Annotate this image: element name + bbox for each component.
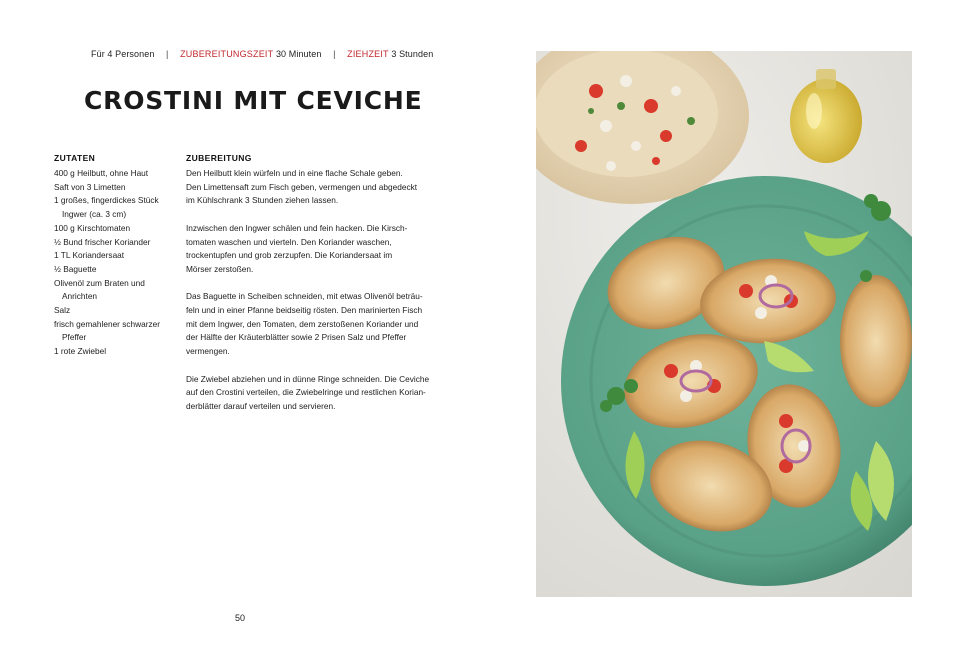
- food-illustration: [536, 51, 912, 597]
- ingredients-list: [54, 167, 172, 359]
- ingredient-item: Olivenöl zum Braten und Anrichten: [54, 277, 145, 302]
- prep-time-value: 30 Minuten: [275, 49, 322, 59]
- ingredient-item: frisch gemahlener schwarzer Pfeffer: [54, 318, 161, 343]
- ingredient-item: ½ Baguette: [54, 263, 97, 274]
- preparation-step: Das Baguette in Scheiben schneiden, mit etwas Olivenöl beträu- feln und in einer Pfanne beidseitig rösten. Den marinierten Fisch mit dem Ingwer, den Tomaten, dem zerstoßenen Koriander und der Hälfte der Kräuterblätter sowie 2 Prisen Salz und Pfeffer vermengen.: [186, 291, 423, 357]
- ingredients-column: [54, 152, 172, 359]
- preparation-heading: ZUBEREITUNG: [186, 153, 252, 163]
- rest-time-value: 3 Stunden: [391, 49, 434, 59]
- ingredient-item: 1 TL Koriandersaat: [54, 250, 125, 261]
- meta-separator: |: [333, 49, 336, 59]
- prep-time-label: ZUBEREITUNGSZEIT: [180, 49, 274, 59]
- recipe-title: CROSTINI MIT CEVICHE: [84, 86, 423, 115]
- ingredient-item: 1 großes, fingerdickes Stück Ingwer (ca. 3 cm): [54, 195, 159, 220]
- ingredient-item: 100 g Kirschtomaten: [54, 222, 131, 233]
- ingredient-item: Salz: [54, 305, 71, 316]
- ingredient-item: Saft von 3 Limetten: [54, 181, 126, 192]
- recipe-photo: [536, 51, 912, 597]
- ingredient-item: 1 rote Zwiebel: [54, 346, 107, 357]
- meta-separator: |: [166, 49, 169, 59]
- preparation-step: Inzwischen den Ingwer schälen und fein hacken. Die Kirsch- tomaten waschen und vierteln. Den Koriander waschen, trockentupfen und grob zerzupfen. Die Koriandersaat im Mörser zerstoßen.: [186, 222, 408, 274]
- preparation-step: Den Heilbutt klein würfeln und in eine flache Schale geben. Den Limettensaft zum Fisch geben, vermengen und abgedeckt im Kühlschrank 3 Stunden ziehen lassen.: [186, 168, 418, 206]
- ingredients-heading: ZUTATEN: [54, 153, 96, 163]
- page-number: 50: [235, 613, 246, 623]
- rest-time-label: ZIEHZEIT: [347, 49, 389, 59]
- preparation-step: Die Zwiebel abziehen und in dünne Ringe schneiden. Die Ceviche auf den Crostini verteilen, die Zwiebelringe und restlichen Korian- derblätter darauf verteilen und servieren.: [186, 373, 430, 411]
- ingredient-item: ½ Bund frischer Koriander: [54, 236, 151, 247]
- servings: Für 4 Personen: [91, 49, 155, 59]
- recipe-meta-line: [91, 49, 433, 59]
- preparation-column: [186, 152, 434, 427]
- ingredient-item: 400 g Heilbutt, ohne Haut: [54, 168, 149, 178]
